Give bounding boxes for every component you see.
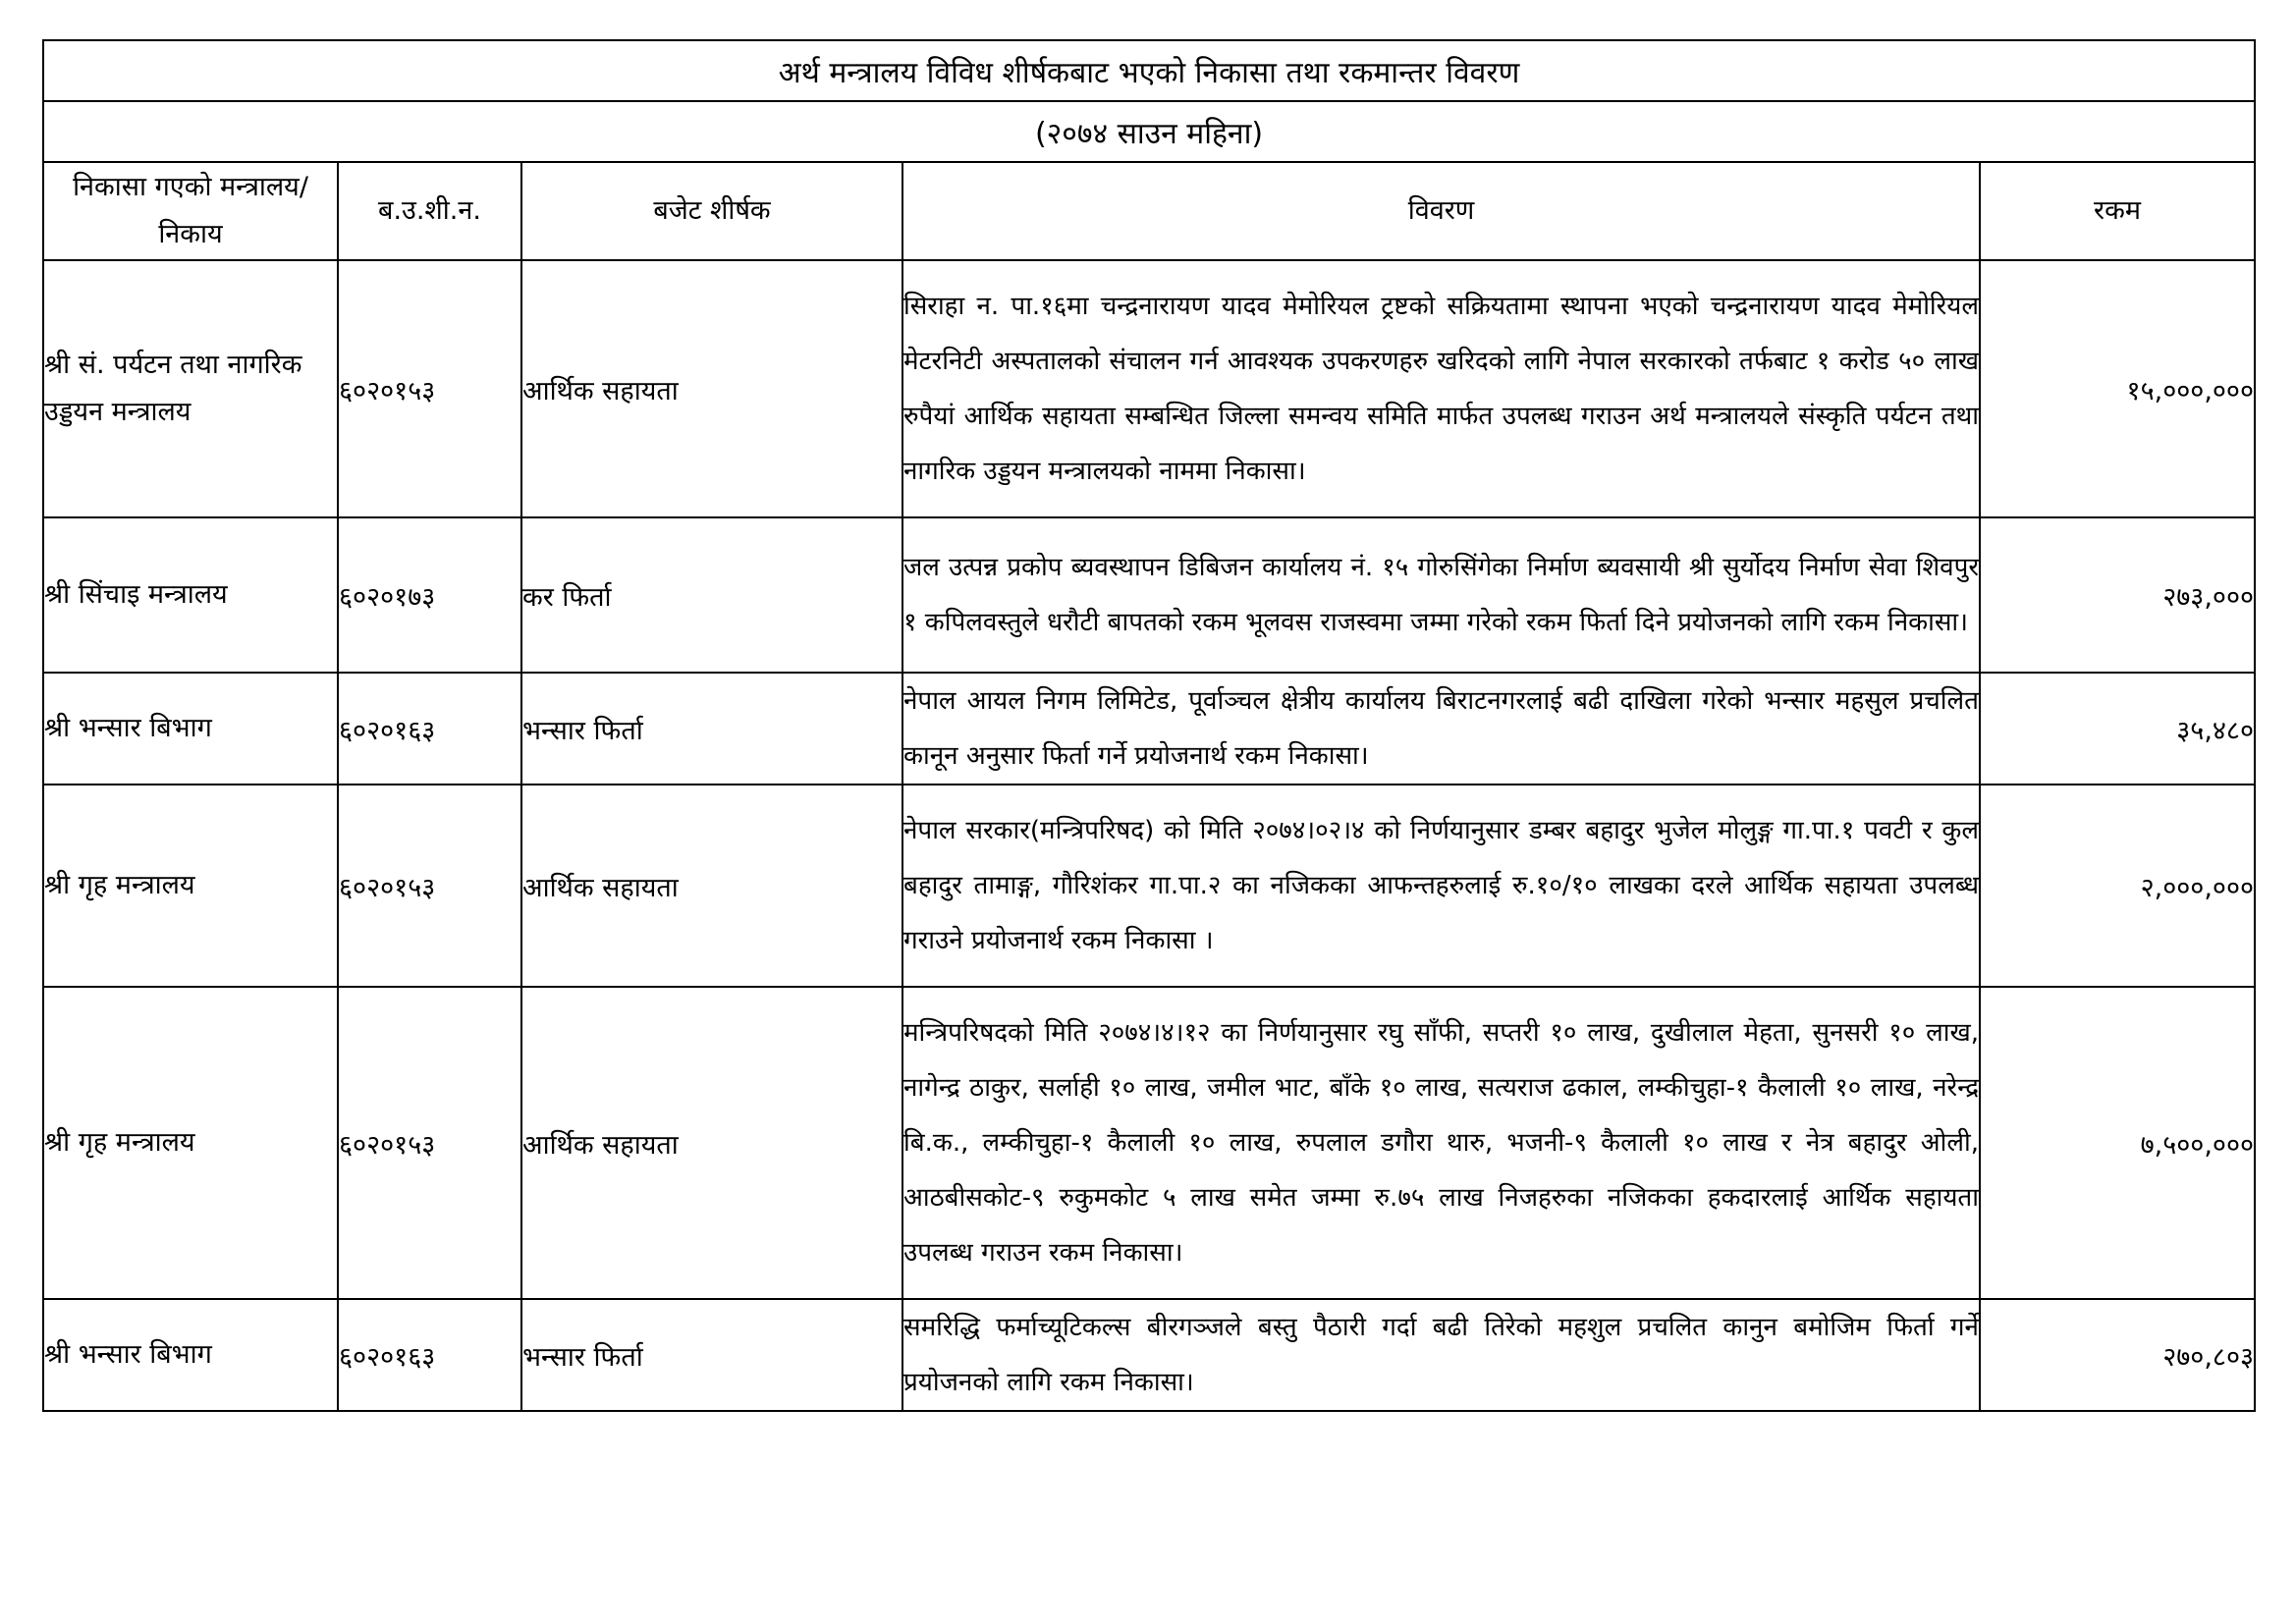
title-row	[43, 40, 2255, 101]
amount-cell: ७,५००,०००	[1980, 987, 2255, 1299]
budget-heading-cell: आर्थिक सहायता	[521, 987, 902, 1299]
release-table	[42, 39, 2256, 1412]
description-cell: सिराहा न. पा.१६मा चन्द्रनारायण यादव मेमोरियल ट्रष्टको सक्रियतामा स्थापना भएको चन्द्रनारायण यादव मेमोरियल मेटरनिटी अस्पतालको संचालन गर्न आवश्यक उपकरणहरु खरिदको लागि नेपाल सरकारको तर्फबाट १ करोड ५० लाख रुपैयां आर्थिक सहायता सम्बन्धित जिल्ला समन्वय समिति मार्फत उपलब्ध गराउन अर्थ मन्त्रालयले संस्कृति पर्यटन तथा नागरिक उड्डयन मन्त्रालयको नाममा निकासा।	[902, 260, 1980, 517]
budget-heading-cell: कर फिर्ता	[521, 517, 902, 673]
amount-cell: २,०००,०००	[1980, 785, 2255, 987]
document-sheet	[42, 39, 2254, 1412]
description-cell: जल उत्पन्न प्रकोप ब्यवस्थापन डिबिजन कार्यालय नं. १५ गोरुसिंगेका निर्माण ब्यवसायी श्री सुर्योदय निर्माण सेवा शिवपुर १ कपिलवस्तुले धरौटी बापतको रकम भूलवस राजस्वमा जम्मा गरेको रकम फिर्ता दिने प्रयोजनको लागि रकम निकासा।	[902, 517, 1980, 673]
column-header-budget-heading: बजेट शीर्षक	[521, 162, 902, 260]
budget-heading-cell: भन्सार फिर्ता	[521, 1299, 902, 1411]
amount-cell: १५,०००,०००	[1980, 260, 2255, 517]
header-row	[43, 162, 2255, 260]
budget-heading-cell: भन्सार फिर्ता	[521, 673, 902, 785]
budget-heading-cell: आर्थिक सहायता	[521, 260, 902, 517]
amount-cell: २७३,०००	[1980, 517, 2255, 673]
subtitle-row	[43, 101, 2255, 162]
table-row	[43, 673, 2255, 785]
code-cell: ६०२०१५३	[338, 987, 521, 1299]
document-subtitle: (२०७४ साउन महिना)	[43, 101, 2255, 162]
ministry-cell: श्री सं. पर्यटन तथा नागरिक उड्डयन मन्त्रालय	[43, 260, 338, 517]
column-header-amount: रकम	[1980, 162, 2255, 260]
table-row	[43, 987, 2255, 1299]
code-cell: ६०२०१६३	[338, 1299, 521, 1411]
column-header-description: विवरण	[902, 162, 1980, 260]
ministry-cell: श्री भन्सार बिभाग	[43, 673, 338, 785]
description-cell: मन्त्रिपरिषदको मिति २०७४।४।१२ का निर्णयानुसार रघु साँफी, सप्तरी १० लाख, दुखीलाल मेहता, सुनसरी १० लाख, नागेन्द्र ठाकुर, सर्लाही १० लाख, जमील भाट, बाँके १० लाख, सत्यराज ढकाल, लम्कीचुहा-१ कैलाली १० लाख, नरेन्द्र बि.क., लम्कीचुहा-१ कैलाली १० लाख, रुपलाल डगौरा थारु, भजनी-९ कैलाली १० लाख र नेत्र बहादुर ओली, आठबीसकोट-९ रुकुमकोट ५ लाख समेत जम्मा रु.७५ लाख निजहरुका नजिकका हकदारलाई आर्थिक सहायता उपलब्ध गराउन रकम निकासा।	[902, 987, 1980, 1299]
code-cell: ६०२०१५३	[338, 260, 521, 517]
amount-cell: २७०,८०३	[1980, 1299, 2255, 1411]
ministry-cell: श्री भन्सार बिभाग	[43, 1299, 338, 1411]
column-header-code: ब.उ.शी.न.	[338, 162, 521, 260]
description-cell: समरिद्धि फर्माच्यूटिकल्स बीरगञ्जले बस्तु पैठारी गर्दा बढी तिरेको महशुल प्रचलित कानुन बमोजिम फिर्ता गर्ने प्रयोजनको लागि रकम निकासा।	[902, 1299, 1980, 1411]
table-row	[43, 785, 2255, 987]
ministry-cell: श्री सिंचाइ मन्त्रालय	[43, 517, 338, 673]
table-row	[43, 517, 2255, 673]
document-title: अर्थ मन्त्रालय विविध शीर्षकबाट भएको निकासा तथा रकमान्तर विवरण	[43, 40, 2255, 101]
description-cell: नेपाल सरकार(मन्त्रिपरिषद) को मिति २०७४।०२।४ को निर्णयानुसार डम्बर बहादुर भुजेल मोलुङ्ग गा.पा.१ पवटी र कुल बहादुर तामाङ्ग, गौरिशंकर गा.पा.२ का नजिकका आफन्तहरुलाई रु.१०/१० लाखका दरले आर्थिक सहायता उपलब्ध गराउने प्रयोजनार्थ रकम निकासा ।	[902, 785, 1980, 987]
amount-cell: ३५,४८०	[1980, 673, 2255, 785]
code-cell: ६०२०१६३	[338, 673, 521, 785]
table-row	[43, 260, 2255, 517]
ministry-cell: श्री गृह मन्त्रालय	[43, 785, 338, 987]
code-cell: ६०२०१५३	[338, 785, 521, 987]
code-cell: ६०२०१७३	[338, 517, 521, 673]
column-header-ministry: निकासा गएको मन्त्रालय/निकाय	[43, 162, 338, 260]
ministry-cell: श्री गृह मन्त्रालय	[43, 987, 338, 1299]
description-cell: नेपाल आयल निगम लिमिटेड, पूर्वाञ्चल क्षेत्रीय कार्यालय बिराटनगरलाई बढी दाखिला गरेको भन्सार महसुल प्रचलित कानून अनुसार फिर्ता गर्ने प्रयोजनार्थ रकम निकासा।	[902, 673, 1980, 785]
budget-heading-cell: आर्थिक सहायता	[521, 785, 902, 987]
table-row	[43, 1299, 2255, 1411]
